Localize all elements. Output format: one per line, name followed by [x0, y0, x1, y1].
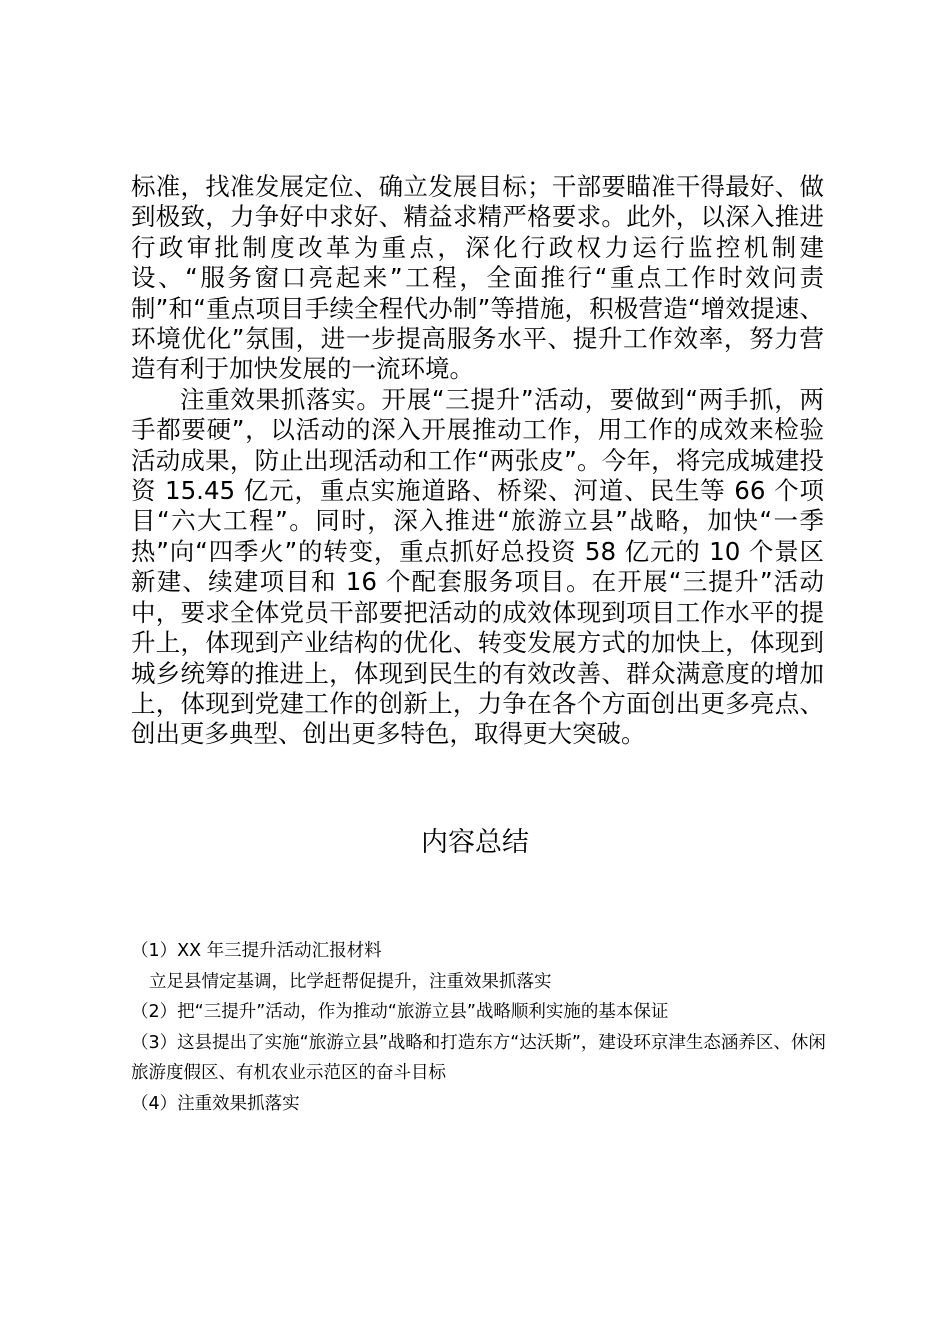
summary-list: [131, 936, 826, 1119]
summary-item: （1）XX 年三提升活动汇报材料: [131, 941, 382, 961]
summary-item: （3）这县提出了实施“旅游立县”战略和打造东方“达沃斯”，建设环京津生态涵养区、休闲旅游度假区、有机农业示范区的奋斗目标: [131, 1032, 826, 1083]
summary-item: （2）把“三提升”活动，作为推动“旅游立县”战略顺利实施的基本保证: [131, 1002, 669, 1022]
body-paragraph: 注重效果抓落实。开展“三提升”活动，要做到“两手抓，两手都要硬”，以活动的深入开展推动工作，用工作的成效来检验活动成果，防止出现活动和工作“两张皮”。今年，将完成城建投资 15.45 亿元，重点实施道路、桥梁、河道、民生等 66 个项目“六大工程”。同时，深入推进“旅游立县”战略，加快“一季热”向“四季火”的转变，重点抓好总投资 58 亿元的 10 个景区新建、续建项目和 16 个配套服务项目。在开展“三提升”活动中，要求全体党员干部要把活动的成效体现到项目工作水平的提升上，体现到产业结构的优化、转变发展方式的加快上，体现到城乡统筹的推进上，体现到民生的有效改善、群众满意度的增加上，体现到党建工作的创新上，力争在各个方面创出更多亮点、创出更多典型、创出更多特色，取得更大突破。: [131, 384, 824, 749]
body-paragraph: 标准，找准发展定位、确立发展目标；干部要瞄准干得最好、做到极致，力争好中求好、精益求精严格要求。此外，以深入推进行政审批制度改革为重点，深化行政权力运行监控机制建设、“服务窗口亮起来”工程，全面推行“重点工作时效问责制”和“重点项目手续全程代办制”等措施，积极营造“增效提速、环境优化”氛围，进一步提高服务水平、提升工作效率，努力营造有利于加快发展的一流环境。: [131, 172, 824, 384]
summary-item: （4）注重效果抓落实: [131, 1093, 300, 1114]
document-body: [131, 172, 824, 750]
summary-item: 立足县情定基调，比学赶帮促提升，注重效果抓落实: [149, 971, 552, 992]
summary-heading: 内容总结: [421, 827, 529, 858]
